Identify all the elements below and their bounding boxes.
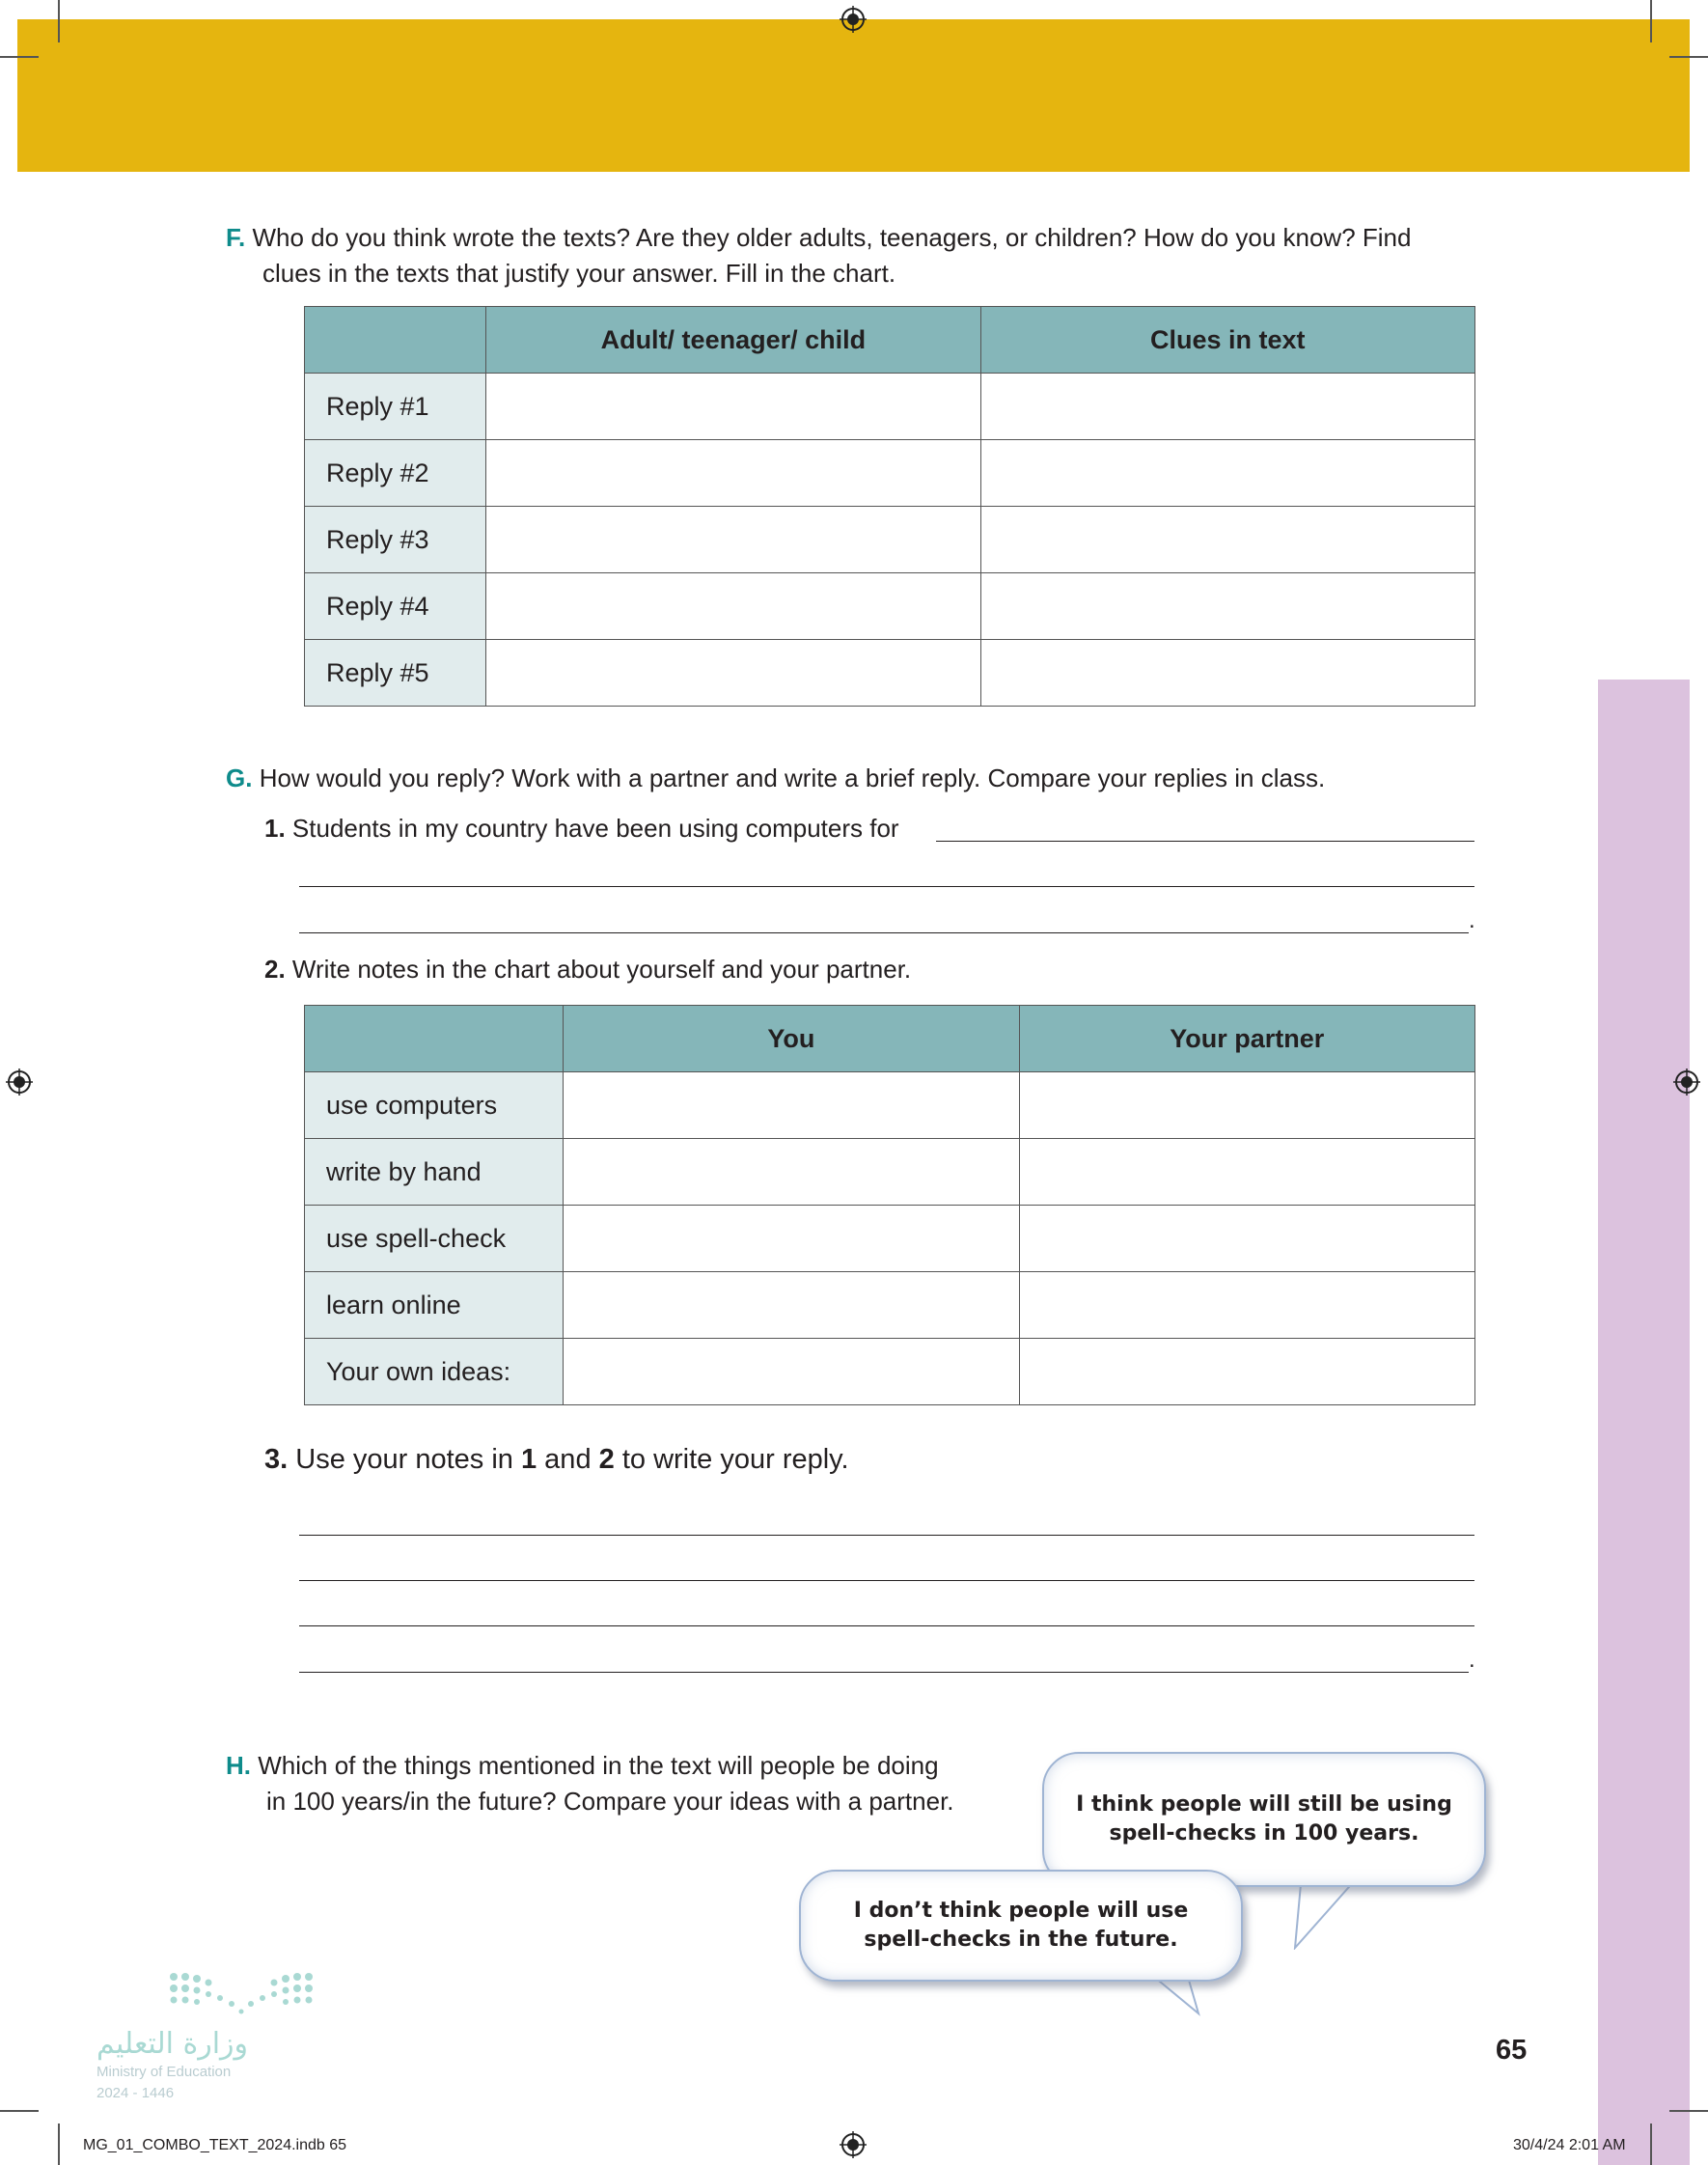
answer-cell[interactable] xyxy=(1019,1272,1474,1339)
table-header-cell: Clues in text xyxy=(980,307,1474,374)
bubble-text: I don’t think people will use xyxy=(853,1899,1189,1923)
answer-cell[interactable] xyxy=(564,1072,1019,1139)
answer-cell[interactable] xyxy=(1019,1139,1474,1206)
answer-cell[interactable] xyxy=(1019,1339,1474,1405)
answer-line[interactable] xyxy=(299,932,1469,933)
answer-cell[interactable] xyxy=(980,573,1474,640)
answer-cell[interactable] xyxy=(564,1272,1019,1339)
answer-cell[interactable] xyxy=(486,440,980,507)
bubble-text: I think people will still be using xyxy=(1076,1792,1452,1817)
question-letter: H. xyxy=(226,1751,251,1780)
question-text: in 100 years/in the future? Compare your ideas with a partner. xyxy=(266,1787,954,1816)
row-label: Reply #4 xyxy=(305,573,486,640)
crop-mark xyxy=(0,2110,39,2112)
item-text: and xyxy=(537,1444,599,1475)
crop-mark xyxy=(1650,2123,1652,2165)
notes-chart xyxy=(304,1005,1475,1405)
answer-cell[interactable] xyxy=(486,573,980,640)
item-number: 1. xyxy=(264,814,286,843)
table-row xyxy=(305,1339,1475,1405)
g-item-1 xyxy=(264,811,899,847)
table-row xyxy=(305,1072,1475,1139)
table-header-cell xyxy=(305,307,486,374)
crop-mark xyxy=(1650,0,1652,42)
item-text: Write notes in the chart about yourself and your partner. xyxy=(291,955,912,984)
table-header-cell: Your partner xyxy=(1019,1006,1474,1072)
crop-mark xyxy=(58,2123,60,2165)
question-letter: G. xyxy=(226,763,253,792)
table-row xyxy=(305,507,1475,573)
logo-english: Ministry of Education xyxy=(96,2064,232,2080)
row-label: Reply #1 xyxy=(305,374,486,440)
row-label: write by hand xyxy=(305,1139,564,1206)
side-color-strip xyxy=(1598,680,1690,2165)
logo-year: 2024 - 1446 xyxy=(96,2085,175,2101)
table-row xyxy=(305,573,1475,640)
answer-cell[interactable] xyxy=(1019,1206,1474,1272)
registration-mark-icon xyxy=(840,2131,867,2158)
row-label: learn online xyxy=(305,1272,564,1339)
registration-mark-icon xyxy=(840,6,867,33)
answer-cell[interactable] xyxy=(564,1139,1019,1206)
table-header-cell: Adult/ teenager/ child xyxy=(486,307,980,374)
bubble-text: spell-checks in the future. xyxy=(864,1928,1178,1952)
item-ref: 1 xyxy=(520,1444,537,1475)
answer-cell[interactable] xyxy=(980,440,1474,507)
table-row xyxy=(305,440,1475,507)
answer-line[interactable] xyxy=(299,1535,1474,1536)
speech-bubble-2 xyxy=(799,1870,1243,1982)
answer-line[interactable] xyxy=(299,1625,1474,1626)
row-label: use spell-check xyxy=(305,1206,564,1272)
writer-chart xyxy=(304,306,1475,707)
answer-line[interactable] xyxy=(936,841,1474,842)
g-item-3 xyxy=(264,1440,849,1479)
question-text: Who do you think wrote the texts? Are they older adults, teenagers, or children? How do you know? Find xyxy=(252,223,1412,252)
speech-bubble-1 xyxy=(1042,1752,1486,1887)
table-row xyxy=(305,1272,1475,1339)
row-label: use computers xyxy=(305,1072,564,1139)
answer-cell[interactable] xyxy=(980,640,1474,707)
question-text: clues in the texts that justify your answer. Fill in the chart. xyxy=(262,259,896,288)
row-label: Reply #3 xyxy=(305,507,486,573)
item-number: 2. xyxy=(264,955,286,984)
item-text: Use your notes in xyxy=(295,1444,521,1475)
answer-cell[interactable] xyxy=(1019,1072,1474,1139)
ministry-logo-icon xyxy=(164,1969,318,2027)
question-letter: F. xyxy=(226,223,246,252)
registration-mark-icon xyxy=(1673,1069,1700,1096)
footer-filename: MG_01_COMBO_TEXT_2024.indb 65 xyxy=(83,2137,347,2153)
answer-cell[interactable] xyxy=(980,374,1474,440)
g-item-2 xyxy=(264,952,911,987)
logo-arabic: وزارة التعليم xyxy=(96,2027,249,2061)
crop-mark xyxy=(0,56,39,58)
crop-mark xyxy=(58,0,60,42)
answer-line[interactable] xyxy=(299,1580,1474,1581)
item-text: Students in my country have been using computers for xyxy=(291,814,899,843)
table-row xyxy=(305,640,1475,707)
answer-line[interactable] xyxy=(299,886,1474,887)
answer-cell[interactable] xyxy=(486,374,980,440)
answer-cell[interactable] xyxy=(564,1206,1019,1272)
question-f xyxy=(226,220,1519,291)
question-text: How would you reply? Work with a partner and write a brief reply. Compare your replies in class. xyxy=(259,763,1326,792)
table-row xyxy=(305,1139,1475,1206)
registration-mark-icon xyxy=(6,1069,33,1096)
header-banner xyxy=(17,19,1690,172)
table-header-row xyxy=(305,1006,1475,1072)
table-header-cell xyxy=(305,1006,564,1072)
table-header-cell: You xyxy=(564,1006,1019,1072)
question-g xyxy=(226,761,1519,796)
answer-cell[interactable] xyxy=(564,1339,1019,1405)
crop-mark xyxy=(1669,56,1708,58)
crop-mark xyxy=(1669,2110,1708,2112)
bubble-text: spell-checks in 100 years. xyxy=(1109,1821,1419,1846)
question-h xyxy=(226,1748,1017,1819)
table-row xyxy=(305,1206,1475,1272)
answer-line[interactable] xyxy=(299,1672,1469,1673)
question-text: Which of the things mentioned in the text will people be doing xyxy=(258,1751,939,1780)
row-label: Your own ideas: xyxy=(305,1339,564,1405)
row-label: Reply #2 xyxy=(305,440,486,507)
answer-cell[interactable] xyxy=(486,507,980,573)
answer-cell[interactable] xyxy=(980,507,1474,573)
item-text: to write your reply. xyxy=(614,1444,849,1475)
item-number: 3. xyxy=(264,1444,289,1475)
table-row xyxy=(305,374,1475,440)
page-number: 65 xyxy=(1496,2035,1528,2066)
footer-timestamp: 30/4/24 2:01 AM xyxy=(1513,2137,1626,2153)
item-ref: 2 xyxy=(598,1444,615,1475)
table-header-row xyxy=(305,307,1475,374)
row-label: Reply #5 xyxy=(305,640,486,707)
period-mark: . xyxy=(1469,907,1475,933)
period-mark: . xyxy=(1469,1647,1475,1673)
answer-cell[interactable] xyxy=(486,640,980,707)
